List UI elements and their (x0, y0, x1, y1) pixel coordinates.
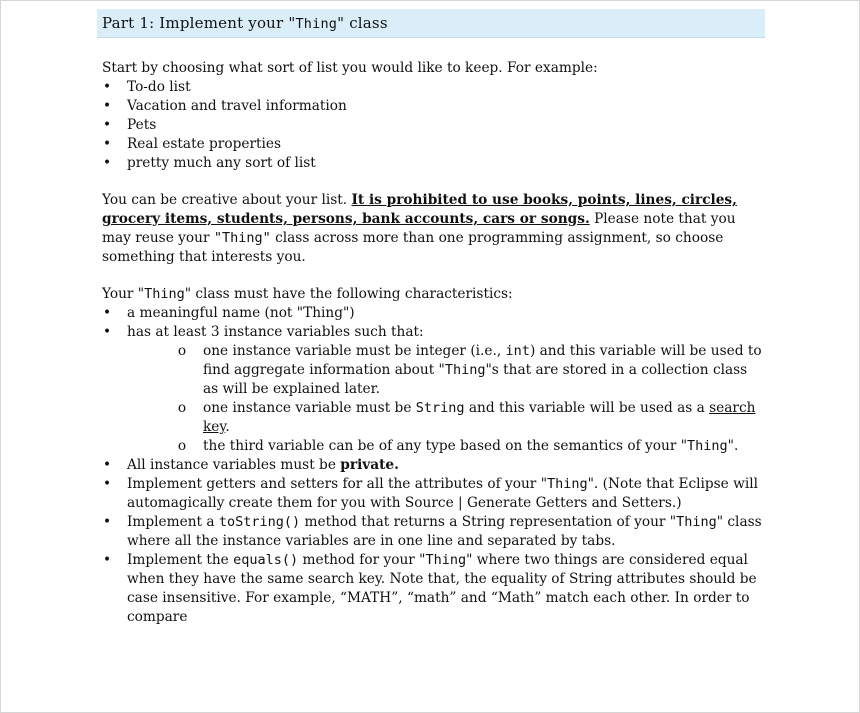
list-item: • Real estate properties (102, 136, 281, 152)
characteristics-intro: Your "Thing" class must have the following characteristics: (102, 286, 513, 302)
sub-list-item: o the third variable can be of any type based on the semantics of your "Thing". (177, 438, 739, 454)
search-key-text: search key (203, 400, 756, 435)
section-heading (97, 9, 765, 38)
creative-paragraph: You can be creative about your list. It is prohibited to use books, points, lines, circles, grocery items, students, persons, bank accounts, cars or songs. Please note that you may reuse your "Thing" class across more than one programming assignment, so choose something that interests you. (102, 192, 737, 265)
sub-list-item: o one instance variable must be String and this variable will be used as a search key. (177, 400, 756, 435)
list-item: • Implement getters and setters for all the attributes of your "Thing". (Note that Eclipse will automagically create them for you with Source | Generate Getters and Setters.) (102, 476, 758, 511)
list-item: • All instance variables must be private. (102, 457, 399, 473)
document-body (102, 59, 762, 627)
characteristics-list (102, 304, 762, 627)
prohibited-text: It is prohibited to use books, points, lines, circles, grocery items, students, persons, bank accounts, cars or songs. (102, 192, 737, 227)
heading-suffix: " class (337, 14, 388, 32)
bullet-icon: • (102, 457, 112, 473)
list-item: • Pets (102, 117, 157, 133)
bullet-icon: • (102, 155, 112, 171)
sub-bullet-icon: o (177, 438, 187, 454)
heading-code: Thing (295, 16, 338, 32)
bullet-icon: • (102, 136, 112, 152)
bullet-icon: • (102, 79, 112, 95)
bullet-icon: • (102, 117, 112, 133)
list-item: • Implement a toString() method that returns a String representation of your "Thing" class where all the instance variables are in one line and separated by tabs. (102, 514, 762, 549)
heading-prefix: Part 1: Implement your " (102, 14, 296, 32)
bullet-icon: • (102, 324, 112, 340)
bullet-icon: • (102, 476, 112, 492)
bullet-icon: • (102, 98, 112, 114)
bullet-icon: • (102, 552, 112, 568)
intro-paragraph: Start by choosing what sort of list you would like to keep. For example: (102, 60, 598, 76)
list-item: • has at least 3 instance variables such that: o one instance variable must be integer (i.e., int) and this variable will be used to find aggregate information about "Thing"s that are stored in a collection class as will be explained later. o one instance variable must be String and this variable will be used as a search key. o the third variable can be of any type based on the semantics of your "Thing". (102, 324, 762, 454)
list-item: • Vacation and travel information (102, 98, 347, 114)
list-item: • a meaningful name (not "Thing") (102, 305, 355, 321)
sub-bullet-icon: o (177, 400, 187, 416)
example-list (102, 78, 762, 173)
instance-variable-list (127, 342, 762, 456)
bullet-icon: • (102, 514, 112, 530)
bullet-icon: • (102, 305, 112, 321)
list-item: • pretty much any sort of list (102, 155, 316, 171)
sub-bullet-icon: o (177, 343, 187, 359)
list-item: • To-do list (102, 79, 191, 95)
list-item: • Implement the equals() method for your "Thing" where two things are considered equal when they have the same search key. Note that, the equality of String attributes should be case insensitive. For example, “MATH”, “math” and “Math” match each other. In order to compare (102, 552, 757, 625)
sub-list-item: o one instance variable must be integer (i.e., int) and this variable will be used to find aggregate information about "Thing"s that are stored in a collection class as will be explained later. (177, 343, 762, 397)
